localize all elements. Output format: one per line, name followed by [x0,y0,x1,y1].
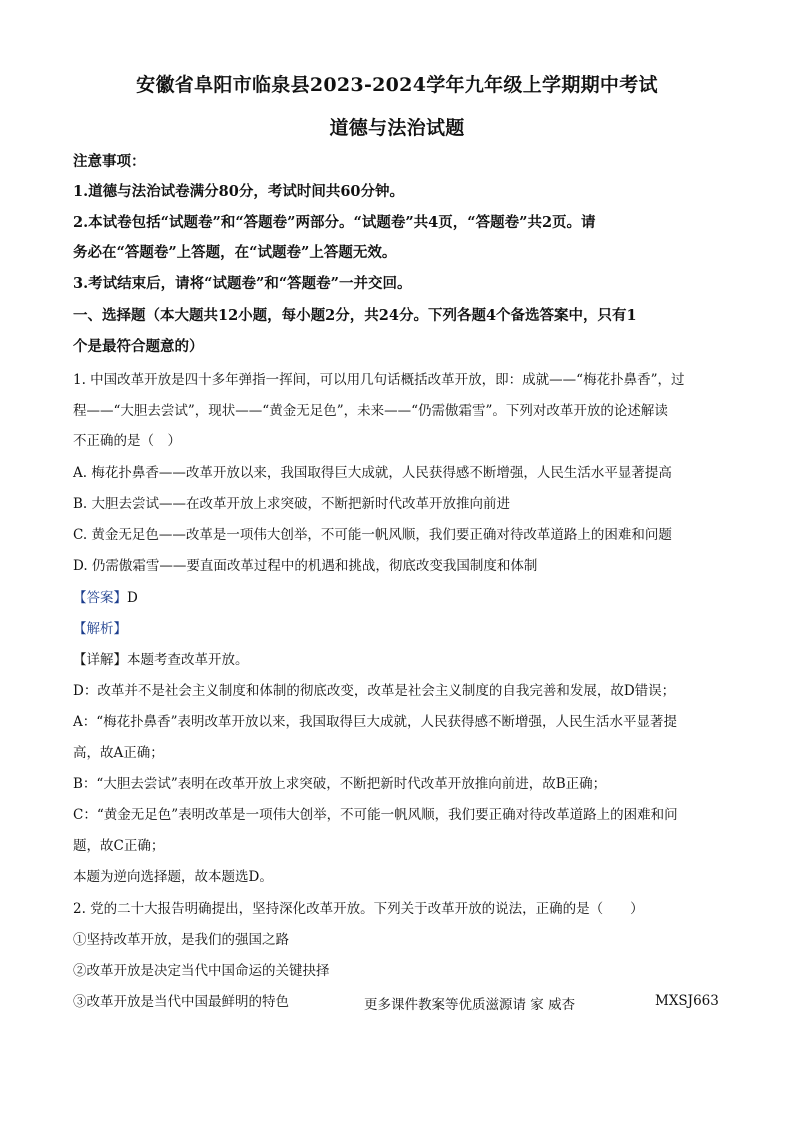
q1-option-d: D. 仍需傲霜雪——要直面改革过程中的机遇和挑战，彻底改变我国制度和体制 [73,558,538,574]
exam-subtitle: 道德与法治试题 [329,117,465,139]
section-heading-line-2: 个是最符合题意的） [73,338,204,355]
q1-option-c: C. 黄金无足色——改革是一项伟大创举，不可能一帆风顺，我们要正确对待改革道路上的困难和问题 [73,527,672,543]
q1-explain-c-line-2: 题，故C正确； [73,838,165,854]
q1-explain-a-line-2: 高，故A正确； [73,745,164,761]
exam-title: 安徽省阜阳市临泉县2023-2024学年九年级上学期期中考试 [136,74,658,96]
footer-code: MXSJ663 [655,993,719,1009]
q1-explain-c-line-1: C：“黄金无足色”表明改革是一项伟大创举，不可能一帆风顺，我们要正确对待改革道路上的困难和问 [73,807,678,823]
q1-explain-a-line-1: A：“梅花扑鼻香”表明改革开放以来，我国取得巨大成就，人民获得感不断增强，人民生活水平显著提 [73,714,678,730]
answer-value: D [127,590,138,606]
notes-heading: 注意事项： [73,153,146,170]
analysis-tag: 【解析】 [73,621,127,637]
detail-text: 本题考查改革开放。 [127,652,249,668]
q1-stem-line-1: 1. 中国改革开放是四十多年弹指一挥间，可以用几句话概括改革开放，即：成就——“梅花扑鼻香”，过 [73,372,685,388]
q1-conclusion: 本题为逆向选择题，故本题选D。 [73,869,273,885]
detail-tag: 【详解】 [73,652,127,668]
q1-option-b: B. 大胆去尝试——在改革开放上求突破，不断把新时代改革开放推向前进 [73,496,511,512]
note-1: 1.道德与法治试卷满分80分，考试时间共60分钟。 [73,183,404,200]
note-2-line-2: 务必在“答题卷”上答题，在“试题卷”上答题无效。 [73,244,397,261]
section-heading-line-1: 一、选择题（本大题共12小题，每小题2分，共24分。下列各题4个备选答案中，只有1 [73,307,637,324]
q1-option-a: A. 梅花扑鼻香——改革开放以来，我国取得巨大成就，人民获得感不断增强，人民生活水平显著提高 [73,465,672,481]
note-3: 3.考试结束后，请将“试题卷”和“答题卷”一并交回。 [73,275,412,292]
q2-statement-1: ①坚持改革开放，是我们的强国之路 [73,932,289,948]
q1-stem-line-3: 不正确的是（ ） [73,433,181,449]
q1-detail [73,651,723,669]
q1-stem-line-2: 程——“大胆去尝试”，现状——“黄金无足色”，未来——“仍需傲霜雪”。下列对改革开放的论述解读 [73,403,668,419]
q2-statement-3: ③改革开放是当代中国最鲜明的特色 [73,994,289,1010]
answer-tag: 【答案】 [73,590,127,606]
q1-explain-b: B：“大胆去尝试”表明在改革开放上求突破，不断把新时代改革开放推向前进，故B正确； [73,776,607,792]
note-2-line-1: 2.本试卷包括“试题卷”和“答题卷”两部分。“试题卷”共4页，“答题卷”共2页。请 [73,214,596,231]
q2-statement-2: ②改革开放是决定当代中国命运的关键抉择 [73,963,330,979]
q1-answer [73,589,723,607]
q1-explain-d: D：改革并不是社会主义制度和体制的彻底改变，改革是社会主义制度的自我完善和发展，故D错误； [73,683,676,699]
footer-promo: 更多课件教案等优质滋源请 家 威杏 [364,997,576,1013]
q2-stem: 2. 党的二十大报告明确提出，坚持深化改革开放。下列关于改革开放的说法，正确的是（ ） [73,901,644,917]
